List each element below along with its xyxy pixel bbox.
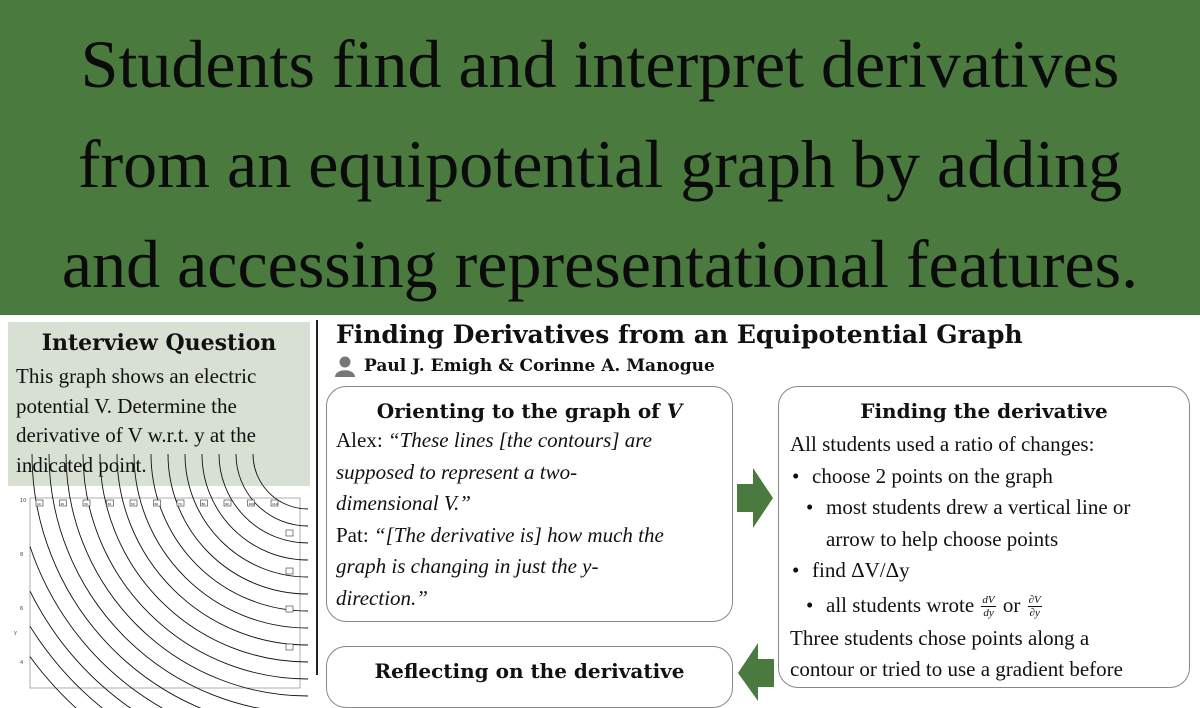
contour-label: 100 <box>249 502 255 506</box>
finding-or-text: or <box>998 593 1026 617</box>
contour-label: 110 <box>272 502 278 506</box>
column-divider <box>316 320 318 675</box>
arrow-left-icon <box>738 641 774 681</box>
pat-quote-line <box>336 520 726 552</box>
orienting-card <box>326 386 733 622</box>
contour-label: 20 <box>61 502 65 506</box>
interview-question-heading: Interview Question <box>8 330 310 356</box>
orienting-body <box>336 425 726 614</box>
finding-intro: All students used a ratio of changes: <box>790 429 1186 461</box>
person-icon <box>334 355 356 377</box>
alex-quote-line <box>336 425 726 457</box>
fraction-denominator: dy <box>981 607 995 619</box>
contour-line <box>49 454 308 708</box>
finding-sub-bullet <box>790 492 1186 555</box>
orienting-heading-var: V <box>667 399 683 423</box>
alex-speaker: Alex: <box>336 428 388 452</box>
finding-sub-bullet-line: arrow to help choose points <box>826 524 1186 556</box>
contour-label: 90 <box>225 502 229 506</box>
graph-axis-label: y <box>14 630 17 636</box>
pat-speaker: Pat: <box>336 523 374 547</box>
finding-sub-bullet <box>790 587 1186 623</box>
fraction-denominator: ∂y <box>1028 607 1042 619</box>
equipotential-graph-svg <box>18 494 308 675</box>
fraction-numerator: dV <box>981 594 995 607</box>
alex-quote-line: dimensional V.” <box>336 488 726 520</box>
fraction-dv-dy <box>981 594 995 619</box>
contour-label: 70 <box>178 502 182 506</box>
interview-question-line: derivative of V w.r.t. y at the <box>16 421 308 451</box>
y-tick-label: 4 <box>20 660 23 666</box>
reflecting-heading: Reflecting on the derivative <box>327 659 732 683</box>
authors-text: Paul J. Emigh & Corinne A. Manogue <box>364 356 715 376</box>
contour-label: 60 <box>155 502 159 506</box>
finding-closing-line: contour or tried to use a gradient before <box>790 654 1186 686</box>
y-tick-label: 10 <box>20 498 26 504</box>
y-tick-label: 6 <box>20 606 23 612</box>
finding-sub-bullet-line: • most students drew a vertical line or <box>826 492 1186 524</box>
interview-question-line: potential V. Determine the <box>16 392 308 422</box>
fraction-numerator: ∂V <box>1028 594 1042 607</box>
pat-quote-text: “[The derivative is] how much the <box>374 523 664 547</box>
contour-line <box>30 626 308 708</box>
orienting-heading <box>327 399 732 423</box>
finding-bullet: • choose 2 points on the graph <box>790 461 1186 493</box>
contour-label-box <box>286 568 293 574</box>
contour-label: 30 <box>84 502 88 506</box>
contour-line <box>30 547 308 708</box>
main-title-line: and accessing representational features. <box>0 214 1200 314</box>
finding-sub-bullet-text: all students wrote <box>826 593 979 617</box>
poster-title: Finding Derivatives from an Equipotential Graph <box>336 320 1023 349</box>
orienting-heading-text: Orienting to the graph of <box>377 399 667 423</box>
interview-question-line: This graph shows an electric <box>16 362 308 392</box>
finding-body <box>790 429 1186 686</box>
main-title-line: Students find and interpret derivatives <box>0 14 1200 114</box>
reflecting-card <box>326 646 733 708</box>
finding-card <box>778 386 1190 688</box>
pat-quote-line: graph is changing in just the y- <box>336 551 726 583</box>
contour-label: 40 <box>108 502 112 506</box>
contour-label: 50 <box>131 502 135 506</box>
y-tick-label: 8 <box>20 552 23 558</box>
equipotential-graph <box>18 494 308 675</box>
interview-question-box <box>8 322 310 486</box>
contour-line <box>83 454 308 679</box>
finding-closing-line: Three students chose points along a <box>790 623 1186 655</box>
contour-line <box>32 454 308 708</box>
contour-label-box <box>286 606 293 612</box>
pat-quote-line: direction.” <box>336 583 726 615</box>
fraction-partial-v-partial-y <box>1028 594 1042 619</box>
title-banner <box>0 0 1200 315</box>
contour-line <box>30 657 308 708</box>
contour-label: 80 <box>202 502 206 506</box>
alex-quote-text: “These lines [the contours] are <box>388 428 652 452</box>
finding-bullet: • find ΔV/Δy <box>790 555 1186 587</box>
authors-line <box>334 355 715 377</box>
contour-label: 10 <box>37 502 41 506</box>
contour-label-box <box>286 644 293 650</box>
interview-question-text <box>16 362 308 480</box>
main-title-line: from an equipotential graph by adding <box>0 114 1200 214</box>
alex-quote-line: supposed to represent a two- <box>336 457 726 489</box>
interview-question-line: indicated point. <box>16 451 308 481</box>
arrow-right-icon <box>737 466 773 530</box>
main-title <box>0 14 1200 314</box>
contour-label-box <box>286 530 293 536</box>
finding-heading: Finding the derivative <box>779 399 1189 423</box>
contour-line <box>66 454 308 696</box>
